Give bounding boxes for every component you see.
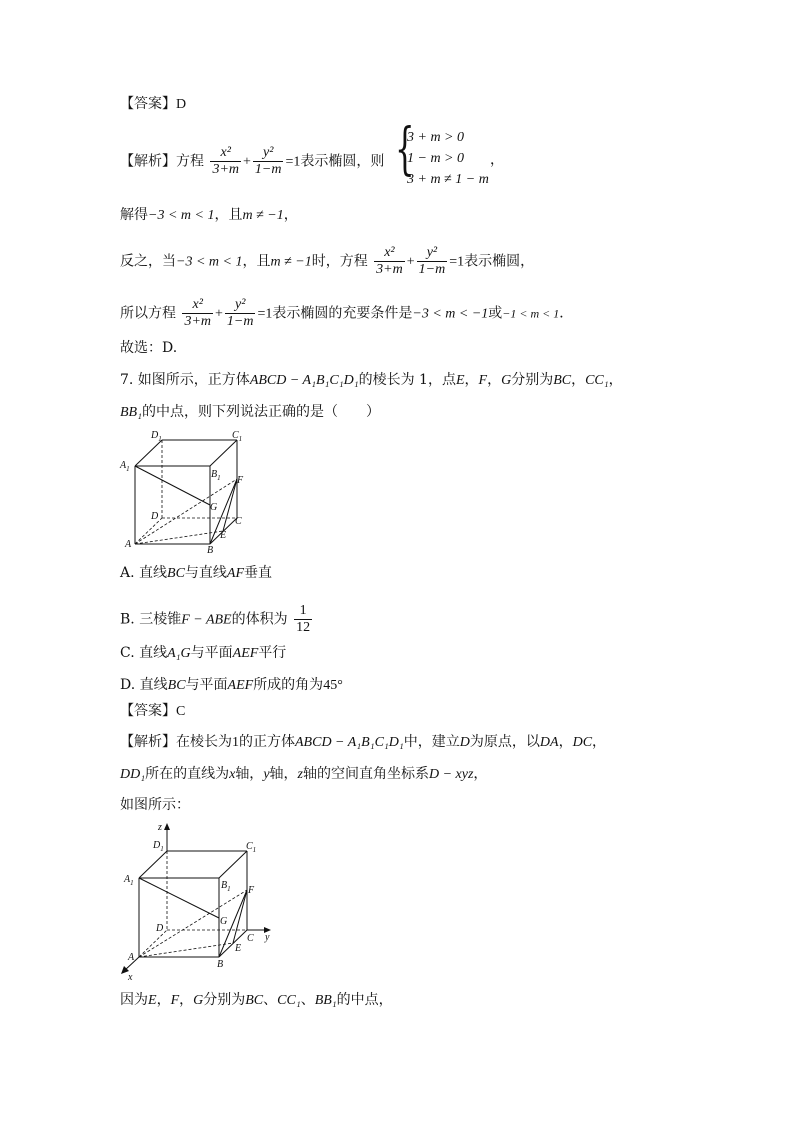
label-C1 xyxy=(246,841,256,854)
option-b xyxy=(120,603,314,636)
label-z: z xyxy=(158,822,162,833)
text: 表示椭圆，则 xyxy=(300,153,385,170)
math: G xyxy=(193,993,204,1008)
math: −3 < m < 1 xyxy=(148,208,215,223)
text: 的中点，则下列说法正确的是（ ） xyxy=(141,404,380,420)
text: ． xyxy=(559,305,574,322)
q6-analysis-line xyxy=(120,145,384,178)
text: 分别为 xyxy=(511,372,554,388)
math: BC xyxy=(553,373,572,388)
q7-because-line xyxy=(120,990,393,1011)
math: E xyxy=(148,993,157,1008)
edge-A1D1 xyxy=(139,851,167,878)
plus: + xyxy=(215,306,223,322)
text: 的中点， xyxy=(336,992,393,1008)
denominator: 3+m xyxy=(212,162,240,177)
label-A1 xyxy=(119,460,130,473)
label-D1 xyxy=(150,430,162,443)
text: ，且 xyxy=(242,253,271,270)
math: AEF xyxy=(227,678,254,693)
q7-as-shown: 如图所示： xyxy=(120,797,190,813)
text: 的棱长为 1，点 xyxy=(358,372,456,388)
answer-value: D xyxy=(176,97,187,112)
math: F − ABE xyxy=(181,612,232,628)
q7-answer-line xyxy=(120,701,185,722)
text: ， xyxy=(608,372,623,388)
q6-solve-line xyxy=(120,205,298,226)
option-label: D. xyxy=(120,677,140,693)
text: ， xyxy=(571,372,586,388)
plus: + xyxy=(406,254,415,270)
text: ， xyxy=(473,766,488,782)
math: F xyxy=(478,373,488,388)
q7-stem-line-2 xyxy=(120,402,380,423)
math: F xyxy=(170,993,180,1008)
math: G xyxy=(501,373,512,388)
segment-A1G xyxy=(135,466,210,505)
text: 与平面 xyxy=(190,645,233,661)
cube-figure-2 xyxy=(115,820,285,985)
text: 所以方程 xyxy=(120,305,176,322)
label-G: G xyxy=(210,502,218,513)
math: −3 < m < −1 xyxy=(412,306,489,322)
math: BC xyxy=(167,566,185,581)
text: 或 xyxy=(488,305,503,322)
label-E: E xyxy=(235,943,242,954)
fraction-y2 xyxy=(225,297,256,330)
denominator: 3+m xyxy=(184,314,212,329)
text: 所在的直线为 xyxy=(145,766,230,782)
text: 中，建立 xyxy=(403,734,460,750)
letter: B xyxy=(211,469,218,480)
edge-A1D1 xyxy=(135,440,162,466)
math: BC xyxy=(167,678,186,693)
text: 三棱锥 xyxy=(139,611,182,628)
math: m ≠ −1 xyxy=(270,254,312,270)
answer-tag: 【答案】 xyxy=(120,703,176,719)
option-label: B. xyxy=(120,611,140,628)
text: 在棱长为 xyxy=(176,734,232,750)
label-F: F xyxy=(237,475,244,486)
letter: A xyxy=(120,460,127,471)
math: 1 xyxy=(232,735,239,750)
analysis-tag: 【解析】 xyxy=(120,153,176,170)
math: z xyxy=(297,767,303,782)
label-C: C xyxy=(235,516,242,527)
label-A1 xyxy=(123,874,134,887)
text: 轴的空间直角坐标系 xyxy=(302,766,429,782)
system-brace: { xyxy=(395,117,415,182)
arrow-z-icon xyxy=(164,823,170,830)
denominator: 1−m xyxy=(226,314,254,329)
answer-tag: 【答案】 xyxy=(120,96,176,112)
label-B: B xyxy=(207,545,214,556)
text: 直线 xyxy=(139,677,168,693)
numerator: x² xyxy=(182,297,213,314)
letter: D xyxy=(153,840,161,851)
numerator: y² xyxy=(253,145,284,162)
math: CC₁ xyxy=(277,993,301,1008)
math: ABCD − A₁B₁C₁D₁ xyxy=(249,373,359,388)
math: D xyxy=(459,735,470,750)
denominator: 3+m xyxy=(376,262,403,277)
math: DD₁ xyxy=(120,767,146,782)
numerator: y² xyxy=(225,297,256,314)
equals-one: =1 xyxy=(257,306,273,322)
edge-B1C1 xyxy=(219,851,247,878)
text: 与直线 xyxy=(184,565,227,581)
system-row-2: 1 − m > 0 xyxy=(407,151,465,166)
option-c xyxy=(120,643,286,664)
subscript: 1 xyxy=(158,435,162,443)
subscript: 1 xyxy=(130,879,134,887)
subscript: 1 xyxy=(227,885,231,893)
letter: D xyxy=(151,430,159,441)
system-row-3: 3 + m ≠ 1 − m xyxy=(407,172,489,187)
fraction-one-twelfth xyxy=(294,603,312,636)
subscript: 1 xyxy=(238,435,243,443)
numerator: x² xyxy=(210,145,241,162)
option-d xyxy=(120,675,343,696)
text: 表示椭圆的充要条件是 xyxy=(272,305,413,322)
text: 轴， xyxy=(269,766,298,782)
segment-A1G xyxy=(139,878,219,918)
math: m ≠ −1 xyxy=(242,208,284,223)
q7-stem-line-1 xyxy=(120,370,623,391)
system-row-1: 3 + m > 0 xyxy=(407,130,465,145)
q6-summary-line xyxy=(120,297,573,330)
label-y: y xyxy=(265,932,270,943)
subscript: 1 xyxy=(252,846,257,854)
equals-one: =1 xyxy=(285,154,301,170)
math: A₁G xyxy=(167,646,191,661)
text: 、 xyxy=(300,992,315,1008)
q7-analysis-line-2 xyxy=(120,764,487,785)
text: ， xyxy=(558,734,573,750)
option-label: A. xyxy=(120,565,140,581)
analysis-tag: 【解析】 xyxy=(120,734,176,750)
math: 45° xyxy=(323,678,343,693)
math: x xyxy=(229,767,236,782)
math: BB₁ xyxy=(120,405,142,420)
fraction-x2 xyxy=(182,297,213,330)
text: 所成的角为 xyxy=(253,677,324,693)
label-D: D xyxy=(156,923,164,934)
denominator: 12 xyxy=(296,620,311,635)
label-A: A xyxy=(128,952,135,963)
math: E xyxy=(455,373,465,388)
text: ， xyxy=(283,207,298,223)
label-D: D xyxy=(151,511,159,522)
denominator: 1−m xyxy=(418,262,446,277)
label-B1 xyxy=(221,880,231,893)
math: ABCD − A₁B₁C₁D₁ xyxy=(295,735,404,750)
text: ， xyxy=(179,992,194,1008)
text: 平行 xyxy=(258,645,287,661)
option-label: C. xyxy=(120,645,140,661)
math: D − xyz xyxy=(428,767,474,782)
label-G: G xyxy=(220,916,228,927)
label-B1 xyxy=(211,469,221,482)
fraction-y2 xyxy=(417,245,448,278)
text: 方程 xyxy=(176,153,204,170)
math: −1 < m < 1 xyxy=(502,306,560,321)
math: AEF xyxy=(232,646,259,661)
math: BC xyxy=(245,993,264,1008)
fraction-x2 xyxy=(374,245,405,278)
option-a xyxy=(120,563,272,584)
fraction-x2 xyxy=(210,145,241,178)
label-x: x xyxy=(128,972,133,983)
text: 的正方体 xyxy=(239,734,295,750)
answer-value: C xyxy=(176,704,186,719)
text: 7. 如图所示，正方体 xyxy=(120,372,250,388)
text: ，且 xyxy=(214,207,243,223)
math: DA xyxy=(539,735,559,750)
text: 直线 xyxy=(139,565,168,581)
inequality-system xyxy=(407,127,489,190)
text: 直线 xyxy=(139,645,168,661)
subscript: 1 xyxy=(160,845,164,853)
q6-answer-line xyxy=(120,94,186,115)
q6-converse-line xyxy=(120,245,534,278)
math: CC₁ xyxy=(585,373,609,388)
denominator: 1−m xyxy=(254,162,282,177)
label-C: C xyxy=(247,933,254,944)
numerator: x² xyxy=(374,245,405,262)
label-B: B xyxy=(217,959,224,970)
text: 表示椭圆， xyxy=(464,253,535,270)
text: 轴， xyxy=(235,766,264,782)
text: 垂直 xyxy=(244,565,273,581)
text: 为原点，以 xyxy=(469,734,540,750)
text: ， xyxy=(487,372,502,388)
text: 时，方程 xyxy=(311,253,368,270)
math: DC xyxy=(572,735,593,750)
math: AF xyxy=(226,566,245,581)
label-E: E xyxy=(220,530,227,541)
text: ， xyxy=(464,372,479,388)
label-A: A xyxy=(125,539,132,550)
letter: A xyxy=(124,874,131,885)
math: BB₁ xyxy=(314,993,337,1008)
q6-choose-line: 故选：D. xyxy=(120,340,178,356)
edge-B1C1 xyxy=(210,440,237,466)
text: ， xyxy=(156,992,171,1008)
math: −3 < m < 1 xyxy=(176,254,243,270)
text: 分别为 xyxy=(203,992,246,1008)
text: 解得 xyxy=(120,207,148,223)
text: ， xyxy=(592,734,607,750)
segment-EF xyxy=(233,890,247,943)
edge-AD-hidden xyxy=(139,930,167,957)
q7-analysis-line-1 xyxy=(120,732,606,753)
letter: C xyxy=(246,841,253,852)
letter: B xyxy=(221,880,228,891)
subscript: 1 xyxy=(217,474,221,482)
numerator: 1 xyxy=(294,603,312,620)
text: 因为 xyxy=(120,992,148,1008)
plus: + xyxy=(243,154,251,170)
edge-BC xyxy=(219,930,247,957)
cube-figure-1 xyxy=(115,428,255,558)
text: 与平面 xyxy=(185,677,228,693)
system-trail: ， xyxy=(490,152,504,168)
fraction-y2 xyxy=(253,145,284,178)
math: y xyxy=(263,767,270,782)
numerator: y² xyxy=(417,245,448,262)
label-D1 xyxy=(152,840,164,853)
text: 、 xyxy=(263,992,278,1008)
equals-one: =1 xyxy=(449,254,465,270)
letter: C xyxy=(232,430,239,441)
text: 的体积为 xyxy=(231,611,288,628)
label-F: F xyxy=(248,885,255,896)
text: 反之，当 xyxy=(120,253,176,270)
subscript: 1 xyxy=(126,465,130,473)
